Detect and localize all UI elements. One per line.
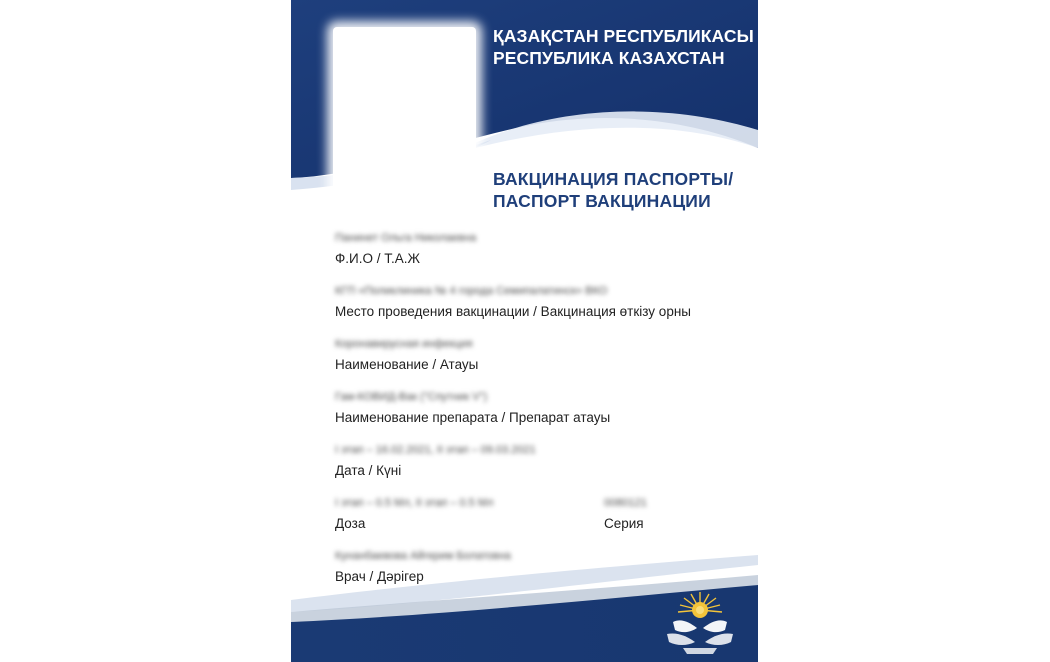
country-name-kz: ҚАЗАҚСТАН РЕСПУБЛИКАСЫ — [493, 26, 754, 46]
disease-name-label: Наименование / Атауы — [335, 357, 479, 372]
doctor-value: Кунанбаевова Айгерим Болатовна — [335, 550, 511, 562]
document-title-line2: ПАСПОРТ ВАКЦИНАЦИИ — [493, 191, 711, 211]
dose-label: Доза — [335, 516, 366, 531]
disease-name-value: Коронавирусная инфекция — [335, 338, 473, 350]
vaccination-date-label: Дата / Күні — [335, 463, 402, 478]
issuing-country — [493, 25, 754, 69]
dose-value: I этап – 0.5 Мл, II этап – 0.5 Мл — [335, 497, 494, 509]
country-name-ru: РЕСПУБЛИКА КАЗАХСТАН — [493, 48, 725, 68]
full-name-value: Панинет Ольга Николаевна — [335, 232, 477, 244]
vaccination-place-value: КГП «Поликлиника № 4 города Семипалатинск» ВКО — [335, 285, 608, 297]
vaccination-date-value: I этап – 16.02.2021, II этап – 09.03.2021 — [335, 444, 536, 456]
document-title-line1: ВАКЦИНАЦИЯ ПАСПОРТЫ/ — [493, 169, 734, 189]
doctor-label: Врач / Дәрігер — [335, 569, 424, 584]
kazakhstan-emblem-icon — [653, 588, 747, 658]
series-value: 0080121 — [604, 497, 647, 509]
vaccination-passport-card — [291, 0, 758, 662]
series-label: Серия — [604, 516, 644, 531]
full-name-label: Ф.И.О / Т.А.Ж — [335, 251, 420, 266]
holder-photo — [333, 27, 476, 215]
vaccination-place-label: Место проведения вакцинации / Вакцинация өткізу орны — [335, 304, 691, 319]
vaccine-name-label: Наименование препарата / Препарат атауы — [335, 410, 611, 425]
vaccine-name-value: Гам-КОВИД-Вак ("Спутник V") — [335, 391, 488, 403]
document-title — [493, 168, 733, 212]
